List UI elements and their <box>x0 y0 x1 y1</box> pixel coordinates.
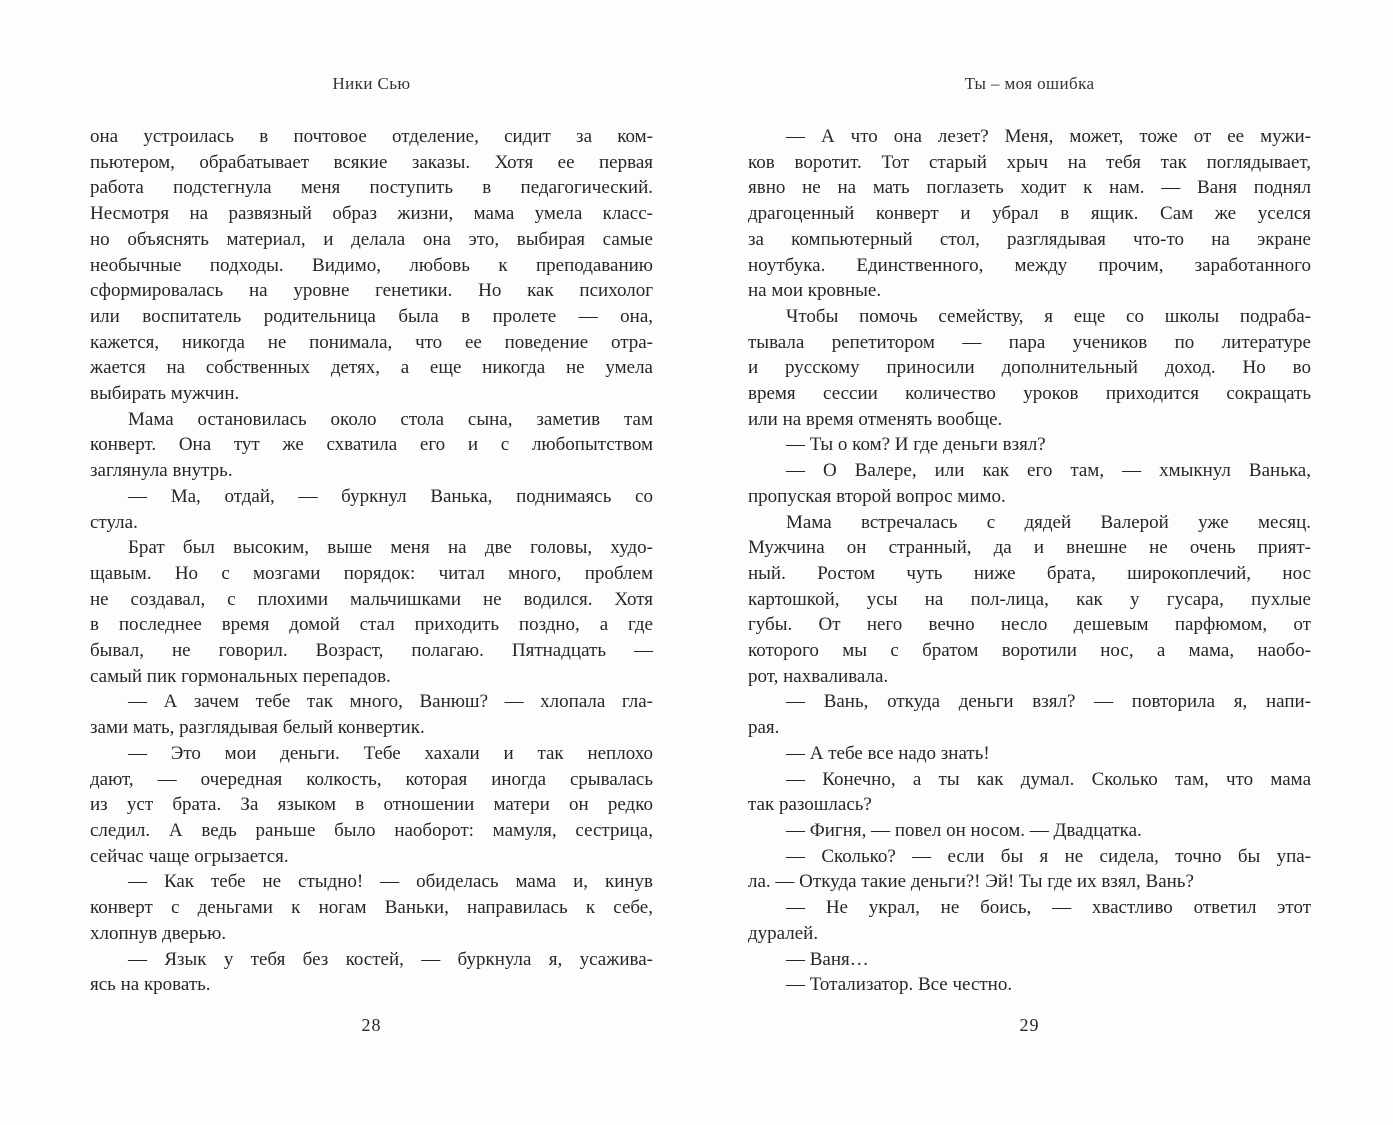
paragraph <box>748 972 1311 998</box>
paragraph <box>90 741 653 870</box>
text-line: на мои кровные. <box>748 280 882 302</box>
text-line: дают, — очередная колкость, которая иногда срывалась <box>90 768 653 790</box>
text-line: ясь на кровать. <box>90 974 211 996</box>
text-line: — Тотализатор. Все честно. <box>786 974 1013 996</box>
text-line: драгоценный конверт и убрал в ящик. Сам же уселся <box>748 203 1311 225</box>
paragraph <box>90 869 653 946</box>
text-line: жается на собственных детях, а еще никогда не умела <box>90 357 653 379</box>
paragraph <box>748 895 1311 946</box>
text-line: ла. — Откуда такие деньги?! Эй! Ты где их взял, Вань? <box>748 871 1194 893</box>
text-line: конверт с деньгами к ногам Ваньки, направилась к себе, <box>90 897 653 919</box>
paragraph <box>748 510 1311 690</box>
text-line: — А зачем тебе так много, Ванюш? — хлопала гла- <box>128 691 653 713</box>
page-left <box>90 0 653 1125</box>
text-line: — Ма, отдай, — буркнул Ванька, поднимаясь со <box>128 485 653 507</box>
text-line: выбирать мужчин. <box>90 383 240 405</box>
text-line: Мама встречалась с дядей Валерой уже месяц. <box>786 511 1311 533</box>
text-line: — Ты о ком? И где деньги взял? <box>786 434 1046 456</box>
text-line: необычные подходы. Видимо, любовь к преподаванию <box>90 254 653 276</box>
text-line: Мужчина он странный, да и внешне не очень прият- <box>748 537 1311 559</box>
text-line: рот, нахваливала. <box>748 665 889 687</box>
text-line: — Язык у тебя без костей, — буркнула я, усажива- <box>128 948 653 970</box>
text-line: явно не на мать поглазеть ходит к нам. — Ваня поднял <box>748 177 1311 199</box>
paragraph <box>90 947 653 998</box>
text-line: конверт. Она тут же схватила его и с любопытством <box>90 434 653 456</box>
text-line: пьютером, обрабатывает всякие заказы. Хотя ее первая <box>90 151 653 173</box>
text-line: следил. А ведь раньше было наоборот: мамуля, сестрица, <box>90 819 653 841</box>
paragraph <box>748 844 1311 895</box>
paragraph <box>90 484 653 535</box>
text-line: пропуская второй вопрос мимо. <box>748 485 1006 507</box>
text-line: — Как тебе не стыдно! — обиделась мама и, кинув <box>128 871 653 893</box>
text-line: зами мать, разглядывая белый конвертик. <box>90 717 425 739</box>
paragraph <box>748 947 1311 973</box>
text-line: сформировалась на уровне генетики. Но как психолог <box>90 280 653 302</box>
text-line: и русскому приносили дополнительный доход. Но во <box>748 357 1311 379</box>
text-line: из уст брата. За языком в отношении матери он редко <box>90 794 653 816</box>
paragraph <box>748 458 1311 509</box>
text-line: — А тебе все надо знать! <box>786 742 990 764</box>
paragraph <box>748 818 1311 844</box>
text-line: — Сколько? — если бы я не сидела, точно бы упа- <box>786 845 1311 867</box>
text-line: стула. <box>90 511 138 533</box>
page-body <box>90 124 653 998</box>
text-line: за компьютерный стол, разглядывая что-то на экране <box>748 228 1311 250</box>
text-line: в последнее время домой стал приходить поздно, а где <box>90 614 653 636</box>
text-line: картошкой, усы на пол-лица, как у гусара, пухлые <box>748 588 1311 610</box>
text-line: Мама остановилась около стола сына, заметив там <box>128 408 653 430</box>
text-line: — Ваня… <box>786 948 869 970</box>
text-line: не создавал, с плохими мальчишками не водился. Хотя <box>90 588 653 610</box>
page-body <box>748 124 1311 998</box>
text-line: тывала репетитором — пара учеников по литературе <box>748 331 1311 353</box>
page-number: 29 <box>1019 1014 1040 1035</box>
text-line: — А что она лезет? Меня, может, тоже от ее мужи- <box>786 126 1311 147</box>
text-line: — Не украл, не боись, — хвастливо ответил этот <box>786 897 1311 919</box>
text-line: она устроилась в почтовое отделение, сидит за ком- <box>90 126 653 147</box>
text-line: или воспитатель родительница была в пролете — она, <box>90 305 653 327</box>
text-line: так разошлась? <box>748 794 872 816</box>
text-line: — Это мои деньги. Тебе хахали и так неплохо <box>128 742 653 764</box>
paragraph <box>748 124 1311 304</box>
text-line: щавым. Но с мозгами порядок: читал много, проблем <box>90 562 653 584</box>
text-line: ный. Ростом чуть ниже брата, широкоплечий, нос <box>748 562 1311 584</box>
text-line: время сессии количество уроков приходится сокращать <box>748 383 1311 405</box>
paragraph <box>90 407 653 484</box>
page-number: 28 <box>361 1014 382 1035</box>
text-line: Несмотря на развязный образ жизни, мама умела класс- <box>90 203 653 225</box>
text-line: — Вань, откуда деньги взял? — повторила я, напи- <box>786 691 1311 713</box>
page-right <box>748 0 1311 1125</box>
text-line: но объяснять материал, и делала она это, выбирая самые <box>90 228 653 250</box>
text-line: — Фигня, — повел он носом. — Двадцатка. <box>786 819 1142 841</box>
text-line: Чтобы помочь семейству, я еще со школы подраба- <box>786 305 1311 327</box>
paragraph <box>90 535 653 689</box>
text-line: ков воротит. Тот старый хрыч на тебя так поглядывает, <box>748 151 1311 173</box>
text-line: самый пик гормональных перепадов. <box>90 665 391 687</box>
paragraph <box>90 689 653 740</box>
text-line: которого мы с братом воротили нос, а мама, наобо- <box>748 640 1311 662</box>
text-line: губы. От него вечно несло дешевым парфюмом, от <box>748 614 1311 636</box>
text-line: рая. <box>748 717 780 739</box>
paragraph <box>748 432 1311 458</box>
paragraph <box>748 689 1311 740</box>
text-line: — Конечно, а ты как думал. Сколько там, что мама <box>786 768 1311 790</box>
text-line: сейчас чаще огрызается. <box>90 845 289 867</box>
running-header-author: Ники Сью <box>332 74 411 93</box>
text-line: кажется, никогда не понимала, что ее поведение отра- <box>90 331 653 353</box>
text-line: работа подстегнула меня поступить в педагогический. <box>90 177 653 199</box>
running-header-title: Ты – моя ошибка <box>964 74 1095 93</box>
text-line: или на время отменять вообще. <box>748 408 1003 430</box>
text-line: дуралей. <box>748 922 819 944</box>
text-line: хлопнув дверью. <box>90 922 227 944</box>
text-line: бывал, не говорил. Возраст, полагаю. Пятнадцать — <box>90 640 653 662</box>
text-line: Брат был высоким, выше меня на две головы, худо- <box>128 537 653 559</box>
paragraph <box>748 767 1311 818</box>
text-line: ноутбука. Единственного, между прочим, заработанного <box>748 254 1311 276</box>
paragraph <box>748 741 1311 767</box>
paragraph <box>90 124 653 407</box>
text-line: заглянула внутрь. <box>90 460 233 482</box>
text-line: — О Валере, или как его там, — хмыкнул Ванька, <box>786 460 1311 482</box>
paragraph <box>748 304 1311 433</box>
